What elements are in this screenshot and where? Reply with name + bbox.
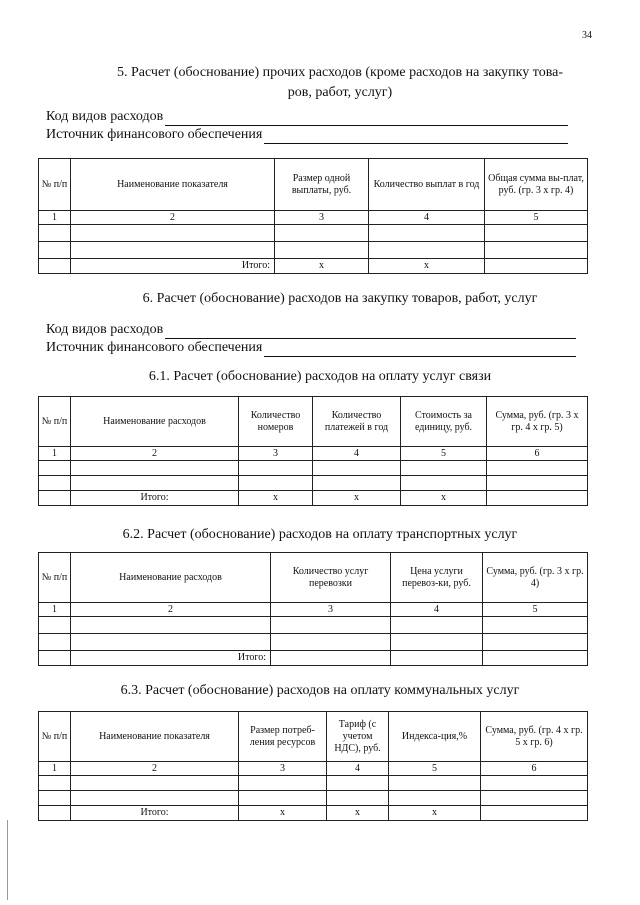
- section61-title: 6.1. Расчет (обоснование) расходов на оплату услуг связи: [148, 369, 492, 384]
- scan-edge-line: [7, 820, 8, 900]
- blank-line: [165, 324, 576, 339]
- section61-table: [38, 396, 588, 506]
- header-cell: Сумма, руб. (гр. 4 х гр. 5 х гр. 6): [481, 712, 588, 762]
- total-label: Итого:: [71, 806, 239, 821]
- total-label: Итого:: [71, 259, 275, 274]
- total-row: [39, 651, 588, 666]
- table-row: [39, 476, 588, 491]
- header-cell: Наименование показателя: [71, 712, 239, 762]
- table-header-row: [39, 553, 588, 603]
- header-cell: Индекса-ция,%: [389, 712, 481, 762]
- column-number: 3: [239, 447, 313, 461]
- total-row: [39, 259, 588, 274]
- header-cell: Количество номеров: [239, 397, 313, 447]
- column-number: 2: [71, 211, 275, 225]
- column-number-row: [39, 762, 588, 776]
- section5-source-line: [46, 126, 568, 144]
- header-cell: Наименование расходов: [71, 553, 271, 603]
- column-number: 2: [71, 447, 239, 461]
- column-number: 1: [39, 447, 71, 461]
- header-cell: Количество платежей в год: [313, 397, 401, 447]
- header-cell: Размер одной выплаты, руб.: [275, 159, 369, 211]
- column-number: 1: [39, 211, 71, 225]
- header-cell: Наименование показателя: [71, 159, 275, 211]
- column-number: 4: [313, 447, 401, 461]
- table-header-row: [39, 712, 588, 762]
- total-mark: х: [239, 806, 327, 821]
- section6-source-line: [46, 339, 576, 357]
- column-number-row: [39, 447, 588, 461]
- section5-title-line2: ров, работ, услуг): [287, 85, 393, 100]
- column-number: 1: [39, 603, 71, 617]
- column-number: 5: [485, 211, 588, 225]
- header-cell: Наименование расходов: [71, 397, 239, 447]
- column-number: 5: [401, 447, 487, 461]
- blank-line: [264, 342, 576, 357]
- total-mark: х: [369, 259, 485, 274]
- section5-table: [38, 158, 588, 274]
- section63-title: 6.3. Расчет (обоснование) расходов на оплату коммунальных услуг: [120, 683, 520, 698]
- header-cell: Цена услуги перевоз-ки, руб.: [391, 553, 483, 603]
- total-mark: х: [389, 806, 481, 821]
- section63-table: [38, 711, 588, 821]
- header-cell: № п/п: [39, 553, 71, 603]
- column-number: 3: [275, 211, 369, 225]
- page-number: 34: [582, 30, 592, 41]
- total-row: [39, 491, 588, 506]
- column-number-row: [39, 603, 588, 617]
- header-cell: Сумма, руб. (гр. 3 х гр. 4 х гр. 5): [487, 397, 588, 447]
- header-cell: Количество выплат в год: [369, 159, 485, 211]
- total-mark: х: [327, 806, 389, 821]
- blank-line: [264, 129, 568, 144]
- column-number: 3: [271, 603, 391, 617]
- section5-source-label: Источник финансового обеспечения: [46, 127, 263, 142]
- column-number: 4: [327, 762, 389, 776]
- column-number: 5: [483, 603, 588, 617]
- header-cell: Количество услуг перевозки: [271, 553, 391, 603]
- section5-title-line1: 5. Расчет (обоснование) прочих расходов (кроме расходов на закупку това-: [116, 65, 564, 80]
- header-cell: Стоимость за единицу, руб.: [401, 397, 487, 447]
- header-cell: № п/п: [39, 397, 71, 447]
- section5-code-line: [46, 108, 568, 126]
- section6-code-label: Код видов расходов: [46, 322, 164, 337]
- table-row: [39, 461, 588, 476]
- section6-title: 6. Расчет (обоснование) расходов на закупку товаров, работ, услуг: [142, 291, 538, 306]
- header-cell: Сумма, руб. (гр. 3 х гр. 4): [483, 553, 588, 603]
- column-number: 5: [389, 762, 481, 776]
- column-number: 1: [39, 762, 71, 776]
- column-number: 4: [369, 211, 485, 225]
- blank-line: [165, 111, 568, 126]
- header-cell: Тариф (с учетом НДС), руб.: [327, 712, 389, 762]
- table-row: [39, 791, 588, 806]
- table-row: [39, 617, 588, 634]
- column-number: 2: [71, 762, 239, 776]
- column-number: 2: [71, 603, 271, 617]
- table-header-row: [39, 397, 588, 447]
- section5-code-label: Код видов расходов: [46, 109, 164, 124]
- column-number-row: [39, 211, 588, 225]
- section6-source-label: Источник финансового обеспечения: [46, 340, 263, 355]
- column-number: 4: [391, 603, 483, 617]
- column-number: 6: [481, 762, 588, 776]
- total-row: [39, 806, 588, 821]
- header-cell: Размер потреб-ления ресурсов: [239, 712, 327, 762]
- table-row: [39, 225, 588, 242]
- table-row: [39, 634, 588, 651]
- column-number: 3: [239, 762, 327, 776]
- total-label: Итого:: [71, 491, 239, 506]
- total-mark: х: [275, 259, 369, 274]
- total-mark: х: [313, 491, 401, 506]
- header-cell: № п/п: [39, 159, 71, 211]
- header-cell: Общая сумма вы-плат, руб. (гр. 3 х гр. 4): [485, 159, 588, 211]
- column-number: 6: [487, 447, 588, 461]
- section62-title: 6.2. Расчет (обоснование) расходов на оплату транспортных услуг: [122, 527, 518, 542]
- total-mark: х: [401, 491, 487, 506]
- section6-code-line: [46, 321, 576, 339]
- section5-title: [60, 63, 620, 103]
- table-row: [39, 776, 588, 791]
- section62-table: [38, 552, 588, 666]
- header-cell: № п/п: [39, 712, 71, 762]
- table-row: [39, 242, 588, 259]
- total-mark: х: [239, 491, 313, 506]
- table-header-row: [39, 159, 588, 211]
- total-label: Итого:: [71, 651, 271, 666]
